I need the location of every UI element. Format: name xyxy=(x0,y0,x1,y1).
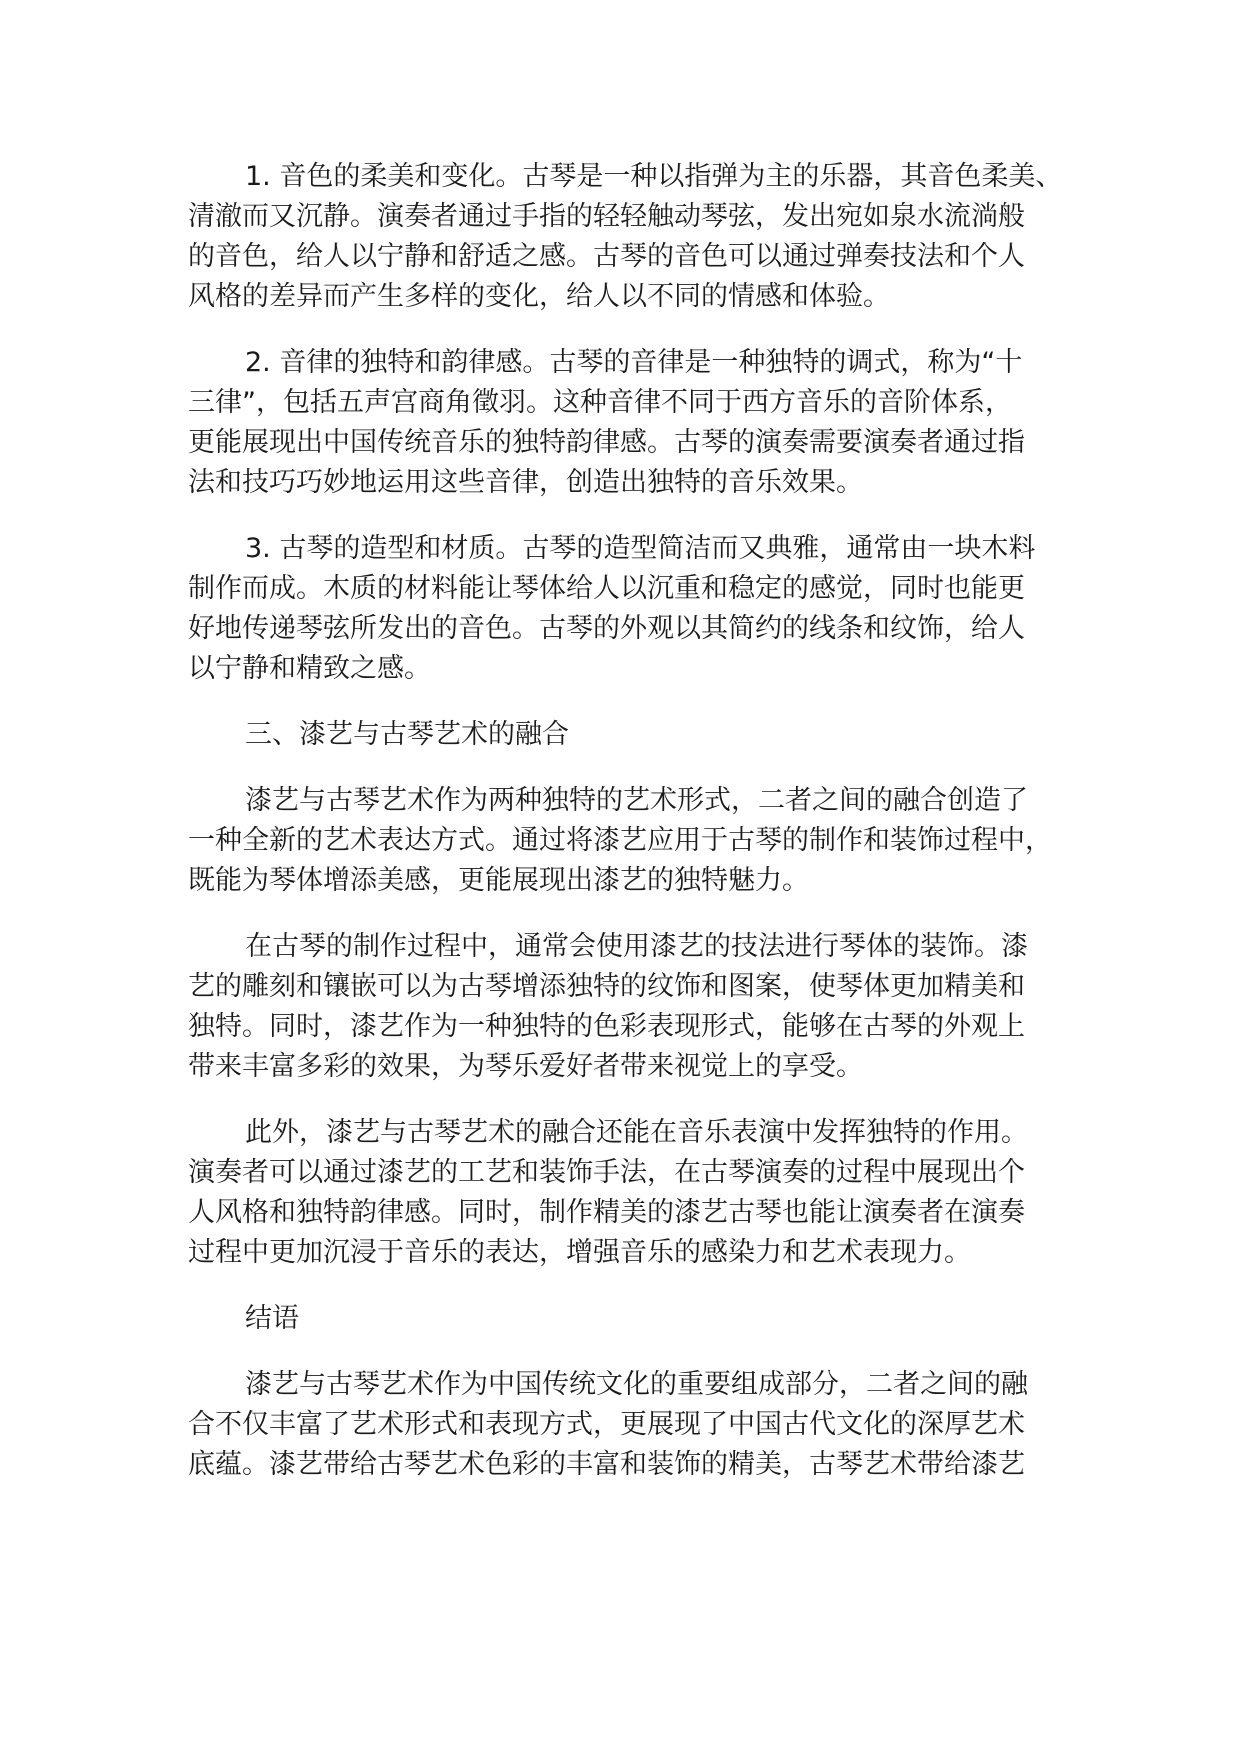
text-line: 的音色，给人以宁静和舒适之感。古琴的音色可以通过弹奏技法和个人 xyxy=(188,241,1025,272)
text-line: 演奏者可以通过漆艺的工艺和装饰手法，在古琴演奏的过程中展现出个 xyxy=(188,1157,1025,1188)
text-line: 艺的雕刻和镶嵌可以为古琴增添独特的纹饰和图案，使琴体更加精美和 xyxy=(188,971,1025,1002)
text-line: 带来丰富多彩的效果，为琴乐爱好者带来视觉上的享受。 xyxy=(188,1051,863,1082)
body-text xyxy=(188,157,1088,1511)
text-line: 此外，漆艺与古琴艺术的融合还能在音乐表演中发挥独特的作用。 xyxy=(245,1117,1028,1148)
paragraph xyxy=(188,1365,1088,1485)
heading-text: 三、漆艺与古琴艺术的融合 xyxy=(245,719,569,750)
paragraph xyxy=(188,927,1088,1087)
text-line: 1. 音色的柔美和变化。古琴是一种以指弹为主的乐器，其音色柔美、 xyxy=(245,161,1063,192)
text-line: 一种全新的艺术表达方式。通过将漆艺应用于古琴的制作和装饰过程中， xyxy=(188,825,1052,856)
text-line: 底蕴。漆艺带给古琴艺术色彩的丰富和装饰的精美，古琴艺术带给漆艺 xyxy=(188,1449,1025,1480)
heading-text: 结语 xyxy=(245,1303,299,1334)
section-heading xyxy=(188,715,1088,755)
text-line: 独特。同时，漆艺作为一种独特的色彩表现形式，能够在古琴的外观上 xyxy=(188,1011,1025,1042)
text-line: 既能为琴体增添美感，更能展现出漆艺的独特魅力。 xyxy=(188,865,809,896)
text-line: 在古琴的制作过程中，通常会使用漆艺的技法进行琴体的装饰。漆 xyxy=(245,931,1028,962)
text-line: 三律”，包括五声宫商角徵羽。这种音律不同于西方音乐的音阶体系， xyxy=(188,387,1012,418)
paragraph xyxy=(188,529,1088,689)
text-line: 风格的差异而产生多样的变化，给人以不同的情感和体验。 xyxy=(188,281,890,312)
paragraph xyxy=(188,781,1088,901)
paragraph xyxy=(188,1113,1088,1273)
text-line: 人风格和独特韵律感。同时，制作精美的漆艺古琴也能让演奏者在演奏 xyxy=(188,1197,1025,1228)
text-line: 漆艺与古琴艺术作为两种独特的艺术形式，二者之间的融合创造了 xyxy=(245,785,1028,816)
text-line: 漆艺与古琴艺术作为中国传统文化的重要组成部分，二者之间的融 xyxy=(245,1369,1028,1400)
text-line: 以宁静和精致之感。 xyxy=(188,653,431,684)
text-line: 更能展现出中国传统音乐的独特韵律感。古琴的演奏需要演奏者通过指 xyxy=(188,427,1025,458)
text-line: 制作而成。木质的材料能让琴体给人以沉重和稳定的感觉，同时也能更 xyxy=(188,573,1025,604)
text-line: 好地传递琴弦所发出的音色。古琴的外观以其简约的线条和纹饰，给人 xyxy=(188,613,1025,644)
text-line: 过程中更加沉浸于音乐的表达，增强音乐的感染力和艺术表现力。 xyxy=(188,1237,971,1268)
text-line: 2. 音律的独特和韵律感。古琴的音律是一种独特的调式，称为“十 xyxy=(245,347,1023,378)
text-line: 清澈而又沉静。演奏者通过手指的轻轻触动琴弦，发出宛如泉水流淌般 xyxy=(188,201,1025,232)
text-line: 法和技巧巧妙地运用这些音律，创造出独特的音乐效果。 xyxy=(188,467,863,498)
text-line: 合不仅丰富了艺术形式和表现方式，更展现了中国古代文化的深厚艺术 xyxy=(188,1409,1025,1440)
section-heading xyxy=(188,1299,1088,1339)
paragraph xyxy=(188,157,1088,317)
text-line: 3. 古琴的造型和材质。古琴的造型简洁而又典雅，通常由一块木料 xyxy=(245,533,1036,564)
paragraph xyxy=(188,343,1088,503)
